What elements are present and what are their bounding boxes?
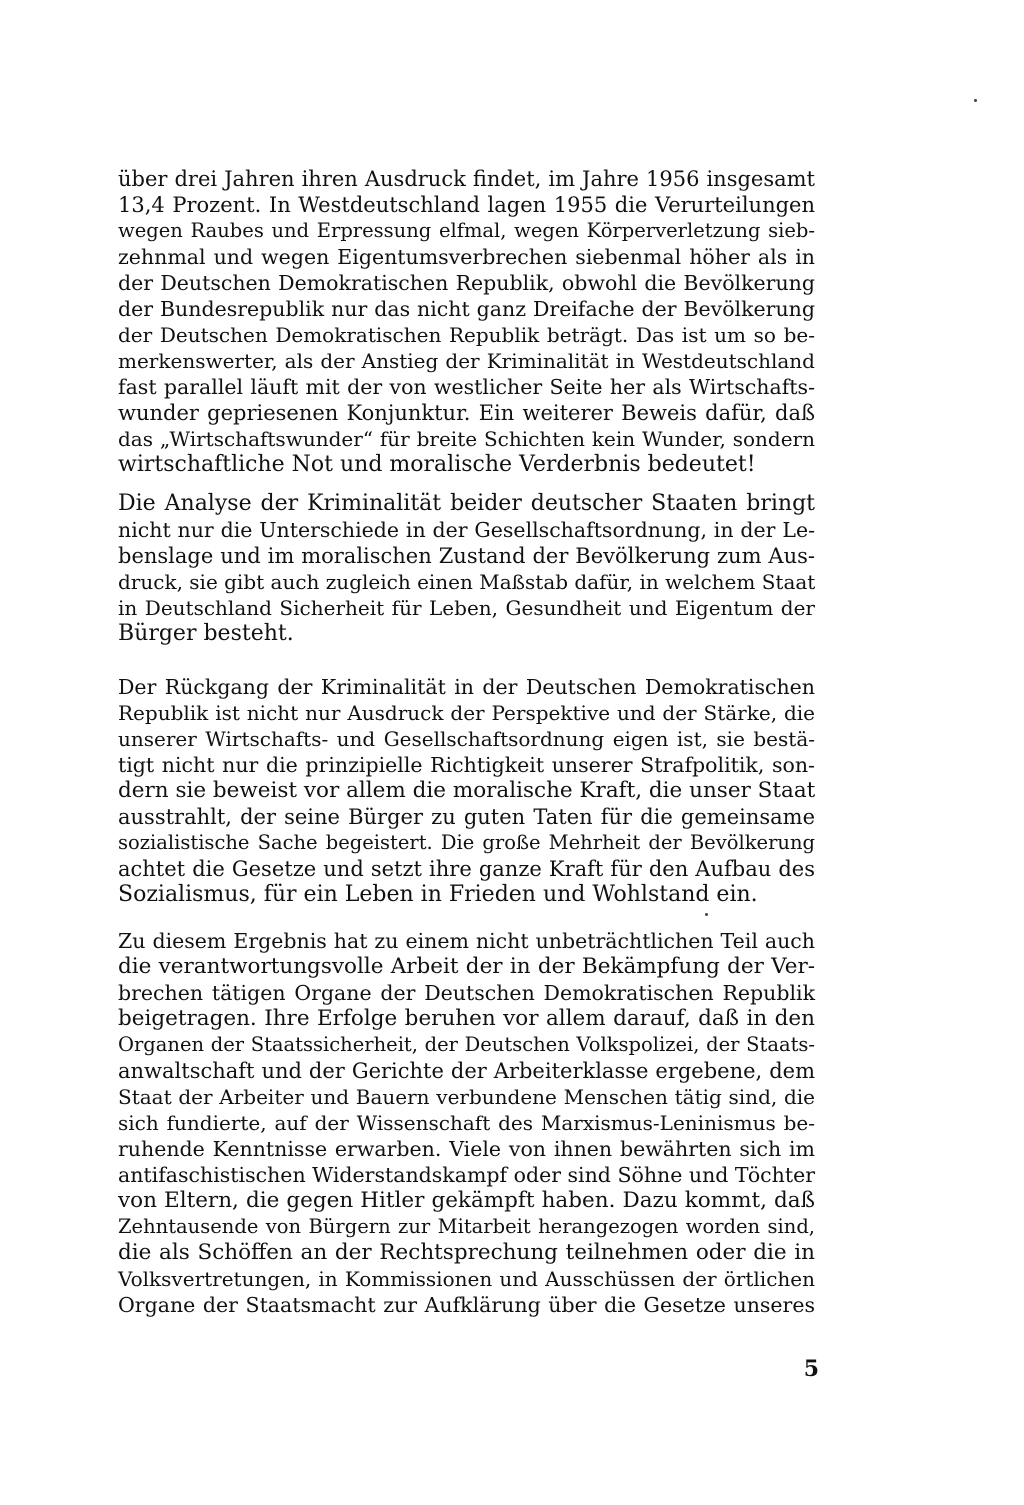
text-line: Organe der Staatsmacht zur Aufklärung über die Gesetze unseres bbox=[118, 1293, 815, 1317]
text-line: Staat der Arbeiter und Bauern verbundene Menschen tätig sind, die bbox=[118, 1085, 815, 1109]
page-number: 5 bbox=[803, 1356, 819, 1382]
text-line: merkenswerter, als der Anstieg der Kriminalität in Westdeutschland bbox=[118, 349, 815, 373]
text-line: anwaltschaft und der Gerichte der Arbeiterklasse ergebene, dem bbox=[118, 1059, 815, 1083]
text-line: Volksvertretungen, in Kommissionen und Ausschüssen der örtlichen bbox=[118, 1267, 815, 1291]
text-line: Organen der Staatssicherheit, der Deutschen Volkspolizei, der Staats- bbox=[118, 1033, 815, 1056]
text-line: der Deutschen Demokratischen Republik, obwohl die Bevölkerung bbox=[118, 271, 815, 295]
text-line: Bürger besteht. bbox=[118, 621, 294, 646]
paragraph-4 bbox=[118, 928, 815, 1318]
scan-speck bbox=[974, 99, 977, 102]
text-line: sozialistische Sache begeistert. Die große Mehrheit der Bevölkerung bbox=[118, 831, 815, 854]
text-line: ausstrahlt, der seine Bürger zu guten Taten für die gemeinsame bbox=[118, 805, 815, 829]
text-line: wirtschaftliche Not und moralische Verderbnis bedeutet! bbox=[118, 452, 756, 477]
text-line: nicht nur die Unterschiede in der Gesellschaftsordnung, in der Le- bbox=[118, 518, 815, 542]
text-line: wegen Raubes und Erpressung elfmal, wegen Körperverletzung sieb- bbox=[118, 219, 815, 242]
text-line: der Bundesrepublik nur das nicht ganz Dreifache der Bevölkerung bbox=[118, 297, 815, 321]
text-line: die verantwortungsvolle Arbeit der in der Bekämpfung der Ver- bbox=[118, 954, 815, 979]
text-line: sich fundierte, auf der Wissenschaft des Marxismus-Leninismus be- bbox=[118, 1111, 815, 1135]
text-line: über drei Jahren ihren Ausdruck findet, im Jahre 1956 insgesamt bbox=[118, 167, 815, 191]
text-line: wunder gepriesenen Konjunktur. Ein weiterer Beweis dafür, daß bbox=[118, 401, 815, 425]
text-line: benslage und im moralischen Zustand der Bevölkerung zum Aus- bbox=[118, 544, 815, 568]
text-line: antifaschistischen Widerstandskampf oder sind Söhne und Töchter bbox=[118, 1163, 816, 1187]
text-line: Zehntausende von Bürgern zur Mitarbeit herangezogen worden sind, bbox=[118, 1215, 815, 1238]
text-line: achtet die Gesetze und setzt ihre ganze Kraft für den Aufbau des bbox=[118, 857, 815, 881]
text-line: Zu diesem Ergebnis hat zu einem nicht unbeträchtlichen Teil auch bbox=[118, 929, 815, 953]
text-line: druck, sie gibt auch zugleich einen Maßstab dafür, in welchem Staat bbox=[118, 570, 816, 594]
text-line: brechen tätigen Organe der Deutschen Demokratischen Republik bbox=[118, 981, 815, 1005]
text-line: der Deutschen Demokratischen Republik beträgt. Das ist um so be- bbox=[118, 323, 815, 347]
text-line: dern sie beweist vor allem die moralische Kraft, die unser Staat bbox=[118, 778, 816, 803]
paragraph-3 bbox=[118, 674, 815, 908]
text-line: ruhende Kenntnisse erwarben. Viele von ihnen bewährten sich im bbox=[118, 1137, 815, 1161]
text-line: Sozialismus, für ein Leben in Frieden und Wohlstand ein. bbox=[118, 882, 758, 907]
text-line: von Eltern, die gegen Hitler gekämpft haben. Dazu kommt, daß bbox=[118, 1188, 815, 1213]
text-line: zehnmal und wegen Eigentumsverbrechen siebenmal höher als in bbox=[118, 245, 815, 269]
text-line: Republik ist nicht nur Ausdruck der Perspektive und der Stärke, die bbox=[118, 701, 815, 725]
paragraph-2 bbox=[118, 491, 815, 647]
text-line: das „Wirtschaftswunder“ für breite Schichten kein Wunder, sondern bbox=[118, 427, 815, 451]
text-line: beigetragen. Ihre Erfolge beruhen vor allem darauf, daß in den bbox=[118, 1006, 815, 1031]
text-line: tigt nicht nur die prinzipielle Richtigkeit unserer Strafpolitik, son- bbox=[118, 753, 815, 777]
paragraph-1 bbox=[118, 166, 815, 478]
text-line: die als Schöffen an der Rechtsprechung teilnehmen oder die in bbox=[118, 1240, 815, 1265]
text-line: in Deutschland Sicherheit für Leben, Gesundheit und Eigentum der bbox=[118, 596, 815, 620]
text-line: fast parallel läuft mit der von westlicher Seite her als Wirtschafts- bbox=[118, 375, 815, 399]
text-line: 13,4 Prozent. In Westdeutschland lagen 1955 die Verurteilungen bbox=[118, 193, 815, 217]
text-line: Der Rückgang der Kriminalität in der Deutschen Demokratischen bbox=[118, 675, 815, 699]
scan-speck bbox=[705, 913, 708, 916]
text-line: Die Analyse der Kriminalität beider deutscher Staaten bringt bbox=[118, 491, 815, 516]
text-line: unserer Wirtschafts- und Gesellschaftsordnung eigen ist, sie bestä- bbox=[118, 727, 815, 751]
